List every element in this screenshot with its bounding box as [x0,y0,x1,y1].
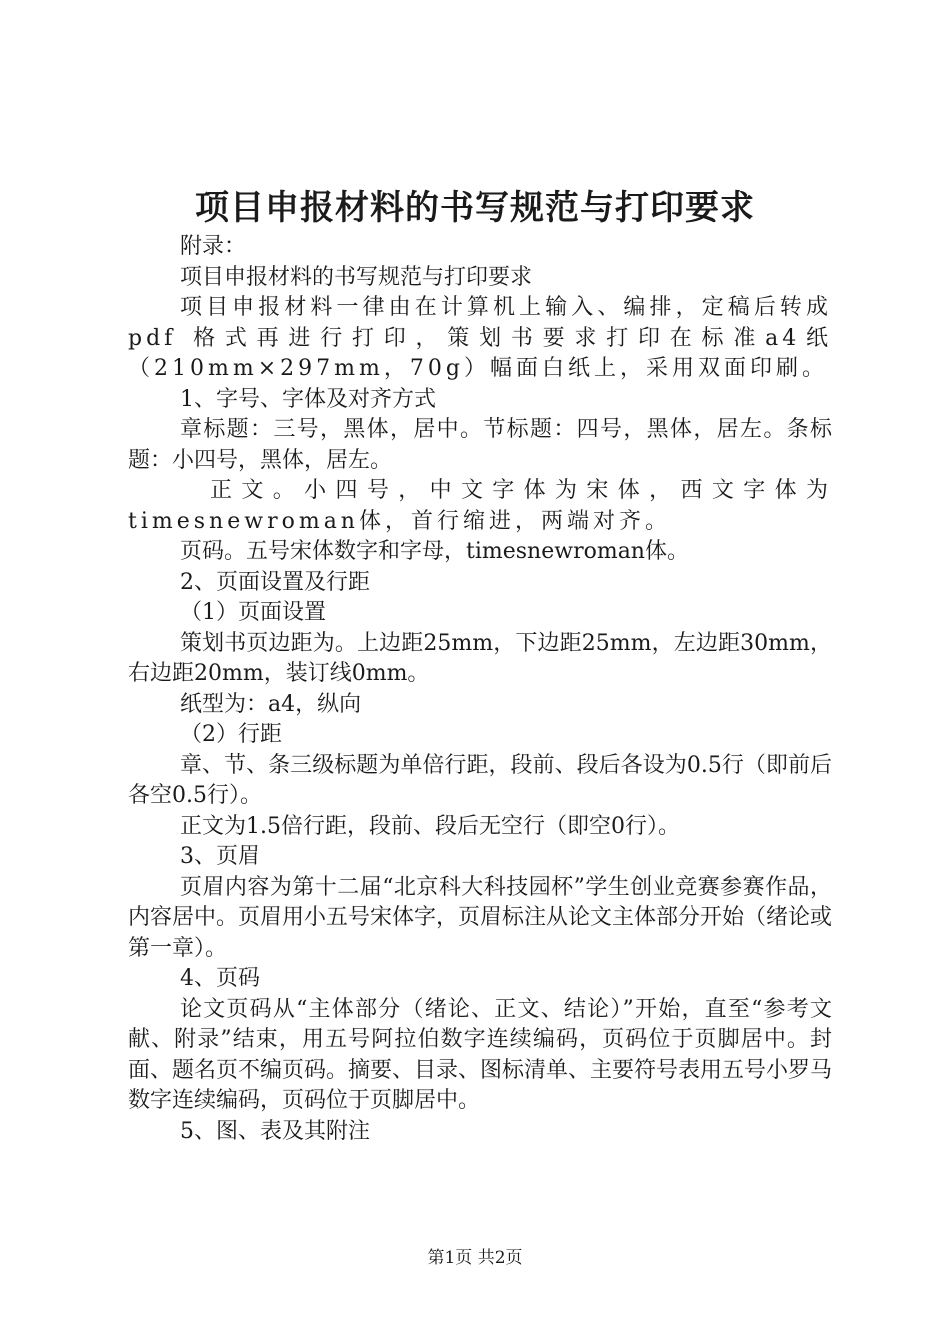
subheading-page-setup: （1）页面设置 [180,600,326,625]
page-number-paragraph: 论文页码从“主体部分（绪论、正文、结论）”开始，直至“参考文献、附录”结束，用五号阿拉伯数字连续编码，页码位于页脚居中。封面、题名页不编页码。摘要、目录、图标清单、主要符号表用五号小罗马数字连续编码，页码位于页脚居中。 [128,996,833,1113]
body-text-paragraph: 正文。小四号，中文字体为宋体，西文字体为timesnewroman体，首行缩进，两端对齐。 [128,478,832,534]
page-number-font-paragraph: 页码。五号宋体数字和字母，timesnewroman体。 [180,539,689,564]
subheading-line-spacing: （2）行距 [180,722,282,747]
body-spacing-paragraph: 正文为1.5倍行距，段前、段后无空行（即空0行）。 [180,813,680,839]
margins-paragraph: 策划书页边距为。上边距25mm，下边距25mm，左边距30mm，右边距20mm，装订线0mm。 [128,630,832,686]
section-heading-page-number: 4、页码 [180,966,260,991]
page-footer: 第1页 共2页 [427,1248,523,1268]
section-heading-header: 3、页眉 [180,844,260,869]
header-paragraph: 页眉内容为第十二届“北京科大科技园杯”学生创业竞赛参赛作品，内容居中。页眉用小五号宋体字，页眉标注从论文主体部分开始（绪论或第一章）。 [128,874,833,961]
heading-spacing-paragraph: 章、节、条三级标题为单倍行距，段前、段后各设为0.5行（即前后各空0.5行）。 [128,752,832,808]
appendix-heading: 项目申报材料的书写规范与打印要求 [180,264,533,290]
intro-paragraph: 项目申报材料一律由在计算机上输入、编排，定稿后转成pdf 格式再进行打印，策划书要求打印在标准a4纸（210mm×297mm，70g）幅面白纸上，采用双面印刷。 [128,295,832,381]
paper-type-paragraph: 纸型为：a4，纵向 [180,691,362,717]
heading-styles-paragraph: 章标题：三号，黑体，居中。节标题：四号，黑体，居左。条标题：小四号，黑体，居左。 [128,417,832,473]
section-heading-font: 1、字号、字体及对齐方式 [180,386,436,412]
section-heading-figures: 5、图、表及其附注 [180,1118,370,1144]
section-heading-page-setup: 2、页面设置及行距 [180,569,370,595]
appendix-label: 附录： [180,234,247,259]
document-title: 项目申报材料的书写规范与打印要求 [195,188,755,228]
document-body [128,232,832,1147]
